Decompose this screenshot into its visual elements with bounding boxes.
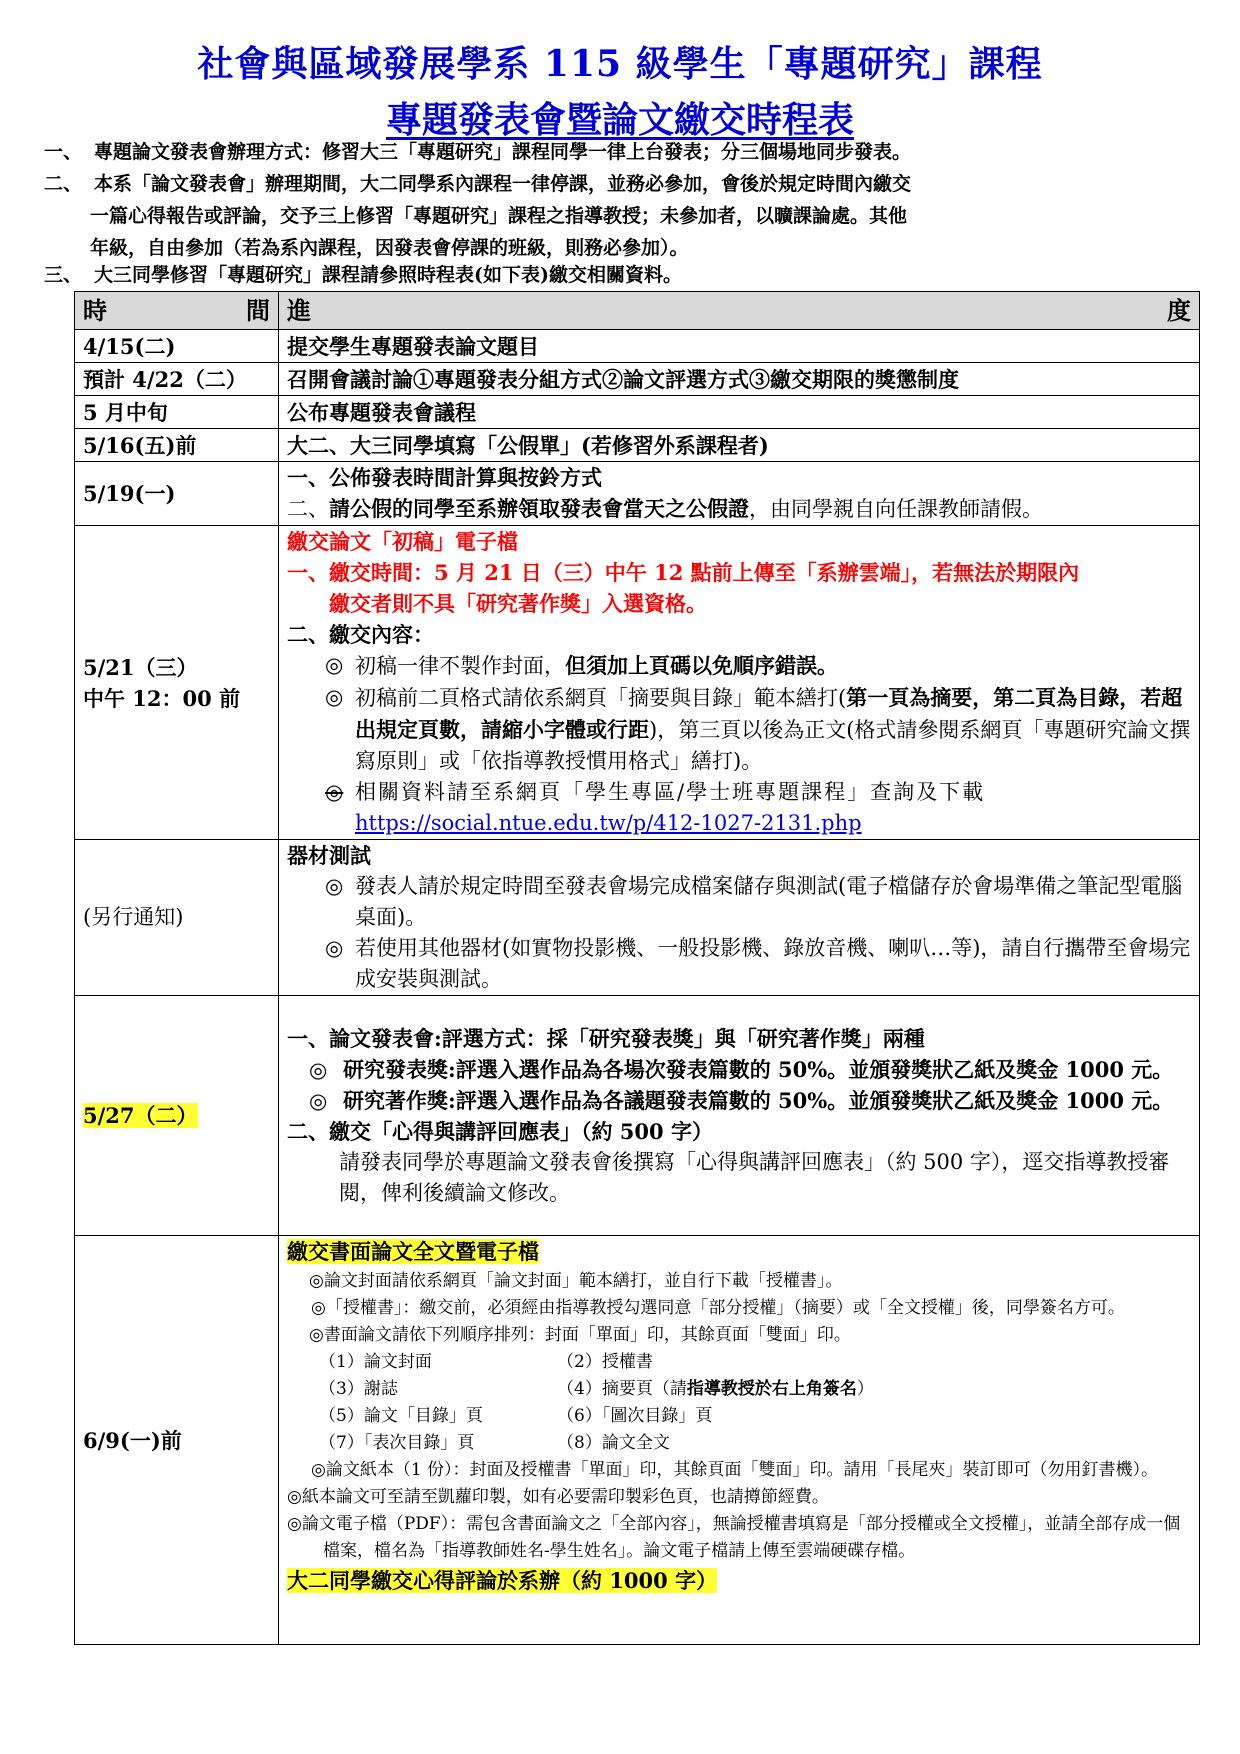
table-row <box>75 396 1200 429</box>
table-row-award <box>75 996 1200 1236</box>
order-item-4 <box>557 1376 1191 1403</box>
row-text: 大二、大三同學填寫「公假單」(若修習外系課程者) <box>279 429 1200 462</box>
draft-bullet-3-text: 相關資料請至系網頁「學生專區/學士班專題課程」查詢及下載 <box>355 780 986 804</box>
draft-point-2: 二、繳交內容： <box>287 622 434 647</box>
header-time-char-2: 間 <box>246 296 270 325</box>
draft-bullet-1 <box>287 650 1191 682</box>
table-header-row <box>75 292 1200 330</box>
equip-bullet-2 <box>287 933 1191 995</box>
final-footer: 大二同學繳交心得評論於系辦（約 1000 字） <box>287 1568 718 1593</box>
draft-content <box>279 526 1200 840</box>
draft-point-1-number: 一、 <box>287 560 329 585</box>
equip-bullet-1-text: 發表人請於規定時間至發表會場完成檔案儲存與測試(電子檔儲存於會場準備之筆記型電腦桌面)。 <box>355 874 1183 929</box>
intro-item-2 <box>44 168 1204 264</box>
order-item-8: （8）論文全文 <box>557 1433 670 1453</box>
intro-item-3 <box>44 259 1204 291</box>
row-5-line-2-number: 二、 <box>287 497 329 521</box>
row-date: 預計 4/22（二） <box>75 363 279 396</box>
header-progress-char-1: 進 <box>287 296 311 325</box>
equip-bullet-1 <box>287 871 1191 933</box>
intro-item-1 <box>44 136 1204 168</box>
header-progress-char-2: 度 <box>1167 296 1191 325</box>
award-date <box>75 996 279 1236</box>
intro-item-2-line-3: 年級，自由參加（若為系內課程，因發表會停課的班級，則務必參加）。 <box>90 237 689 259</box>
order-item-2: （2）授權書 <box>557 1352 653 1372</box>
draft-bullet-1-bold: 但須加上頁碼以免順序錯誤。 <box>565 653 838 678</box>
header-time-char-1: 時 <box>83 296 107 325</box>
order-item-4-end: ） <box>856 1379 874 1399</box>
order-item-1: （1）論文封面 <box>319 1352 432 1372</box>
bullet-icon: ◎ <box>325 780 344 804</box>
draft-bullet-2-bold: 第一頁為摘要，第二頁為目錄，若超出規定頁數，請縮小字體或行距 <box>355 685 1183 742</box>
row-5-line-2-bold: 請公假的同學至系辦領取發表會當天之公假證 <box>329 496 749 521</box>
draft-bullet-2 <box>287 682 1191 777</box>
schedule-table <box>74 291 1200 1645</box>
order-item-3: （3）謝誌 <box>319 1379 398 1399</box>
bullet-icon: ◎ <box>325 653 344 677</box>
page-title: 社會與區域發展學系 115 級學生「專題研究」課程 <box>197 43 1043 85</box>
award-line-2-body: 請發表同學於專題論文發表會後撰寫「心得與講評回應表」（約 500 字），逕交指導教授審閱，俾利後續論文修改。 <box>339 1149 1170 1205</box>
bullet-icon: ◎ <box>309 1056 328 1082</box>
final-item-2: ◎「授權書」：繳交前，必須經由指導教授勾選同意「部分授權」（摘要）或「全文授權」後，同學簽名方可。 <box>311 1298 1125 1318</box>
final-item-4: ◎論文紙本（1 份）：封面及授權書「單面」印，其餘頁面「雙面」印。請用「長尾夾」裝訂即可（勿用釘書機）。 <box>311 1460 1159 1480</box>
table-row <box>75 330 1200 363</box>
final-heading: 繳交書面論文全文暨電子檔 <box>287 1239 539 1264</box>
draft-date <box>75 526 279 840</box>
equip-heading: 器材測試 <box>287 843 371 868</box>
award-item-1 <box>287 1054 1191 1085</box>
draft-point-1 <box>287 557 1191 619</box>
row-date: 5/19(一) <box>75 462 279 526</box>
table-row-final <box>75 1236 1200 1645</box>
final-item-5: ◎紙本論文可至請至凱蘿印製，如有必要需印製彩色頁，也請撙節經費。 <box>287 1487 829 1507</box>
draft-bullet-2-text-a: 初稿前二頁格式請依系網頁「摘要與目錄」範本繕打( <box>355 686 847 710</box>
bullet-icon: ◎ <box>309 1087 328 1113</box>
award-item-1-text: 研究發表獎:評選入選作品為各場次發表篇數的 50%。並頒發獎狀乙紙及獎金 1000 元。 <box>343 1056 1174 1082</box>
bullet-icon: ◎ <box>325 936 344 960</box>
row-text: 提交學生專題發表論文題目 <box>279 330 1200 363</box>
row-5-line-1: 一、公佈發表時間計算與按鈴方式 <box>287 465 602 490</box>
final-item-3: ◎書面論文請依下列順序排列：封面「單面」印，其餘頁面「雙面」印。 <box>309 1325 851 1345</box>
order-item-7: （7）「表次目錄」頁 <box>319 1433 475 1453</box>
table-row <box>75 462 1200 526</box>
order-item-5: （5）論文「目錄」頁 <box>319 1406 483 1426</box>
draft-heading: 繳交論文「初稿」電子檔 <box>287 529 518 554</box>
row-date: 5/16(五)前 <box>75 429 279 462</box>
draft-bullet-1-text: 初稿一律不製作封面， <box>355 654 565 678</box>
intro-item-3-text: 大三同學修習「專題研究」課程請參照時程表(如下表)繳交相關資料。 <box>94 264 682 286</box>
row-text <box>279 462 1200 526</box>
draft-date-line-1: 5/21（三） <box>83 654 198 680</box>
table-row-draft <box>75 526 1200 840</box>
equip-date: (另行通知) <box>75 840 279 996</box>
table-row <box>75 429 1200 462</box>
row-date: 5 月中旬 <box>75 396 279 429</box>
row-5-line-2 <box>287 493 1191 525</box>
final-content <box>279 1236 1200 1645</box>
award-item-2-text: 研究著作獎:評選入選作品為各議題發表篇數的 50%。並頒發獎狀乙紙及獎金 1000 元。 <box>343 1087 1174 1113</box>
draft-point-1-line-2: 繳交者則不具「研究著作獎」入選資格。 <box>329 591 707 616</box>
intro-item-1-text: 專題論文發表會辦理方式：修習大三「專題研究」課程同學一律上台發表；分三個場地同步發表。 <box>94 141 912 163</box>
page-subtitle-text: 專題發表會暨論文繳交時程表 <box>385 99 854 141</box>
award-date-highlight: 5/27（二） <box>83 1103 198 1128</box>
header-progress <box>279 292 1200 330</box>
intro-item-1-number: 一、 <box>44 141 83 163</box>
order-item-4-text: （4）摘要頁（請 <box>557 1379 687 1399</box>
draft-bullet-2-text-c: )，第三頁以後為正文(格式請參閱系網頁「專題研究論文撰寫原則」或「依指導教授慣用格式」繕打)。 <box>355 718 1191 773</box>
order-item-4-bold: 指導教授於右上角簽名 <box>686 1379 857 1399</box>
intro-item-2-number: 二、 <box>44 173 83 195</box>
final-item-1: ◎論文封面請依系網頁「論文封面」範本繕打，並自行下載「授權書」。 <box>309 1271 843 1291</box>
table-row-equipment <box>75 840 1200 996</box>
intro-item-3-number: 三、 <box>44 264 83 286</box>
order-item-6: （6）「圖次目錄」頁 <box>557 1406 713 1426</box>
equip-content <box>279 840 1200 996</box>
award-content <box>279 996 1200 1236</box>
table-row <box>75 363 1200 396</box>
final-order-list <box>287 1349 1191 1457</box>
award-line-2: 二、繳交「心得與講評回應表」（約 500 字） <box>287 1118 713 1144</box>
row-text: 公布專題發表會議程 <box>279 396 1200 429</box>
final-item-6: ◎論文電子檔（PDF）：需包含書面論文之「全部內容」，無論授權書填寫是「部分授權或全文授權」，並請全部存成一個檔案，檔名為「指導教師姓名-學生姓名」。論文電子檔請上傳至雲端硬碟存檔。 <box>287 1514 1181 1561</box>
row-date: 4/15(二) <box>75 330 279 363</box>
row-5-line-2-rest: ，由同學親自向任課教師請假。 <box>749 497 1043 521</box>
equip-bullet-2-text: 若使用其他器材(如實物投影機、一般投影機、錄放音機、喇叭…等)，請自行攜帶至會場完成安裝與測試。 <box>355 936 1191 991</box>
intro-item-2-line-2: 一篇心得報告或評論，交予三上修習「專題研究」課程之指導教授；未參加者，以曠課論處。其他 <box>90 205 908 227</box>
row-text: 召開會議討論①專題發表分組方式②論文評選方式③繳交期限的獎懲制度 <box>279 363 1200 396</box>
download-link[interactable]: https://social.ntue.edu.tw/p/412-1027-2131.php <box>355 811 862 835</box>
bullet-icon: ◎ <box>325 685 344 709</box>
award-line-1: 一、論文發表會:評選方式：採「研究發表獎」與「研究著作獎」兩種 <box>287 1025 925 1051</box>
bullet-icon: ◎ <box>325 874 344 898</box>
draft-date-line-2: 中午 12：00 前 <box>83 685 241 711</box>
header-time <box>75 292 279 330</box>
final-date: 6/9(一)前 <box>75 1236 279 1645</box>
draft-bullet-3 <box>287 777 1191 839</box>
award-item-2 <box>287 1085 1191 1116</box>
draft-point-1-line-1: 繳交時間：5 月 21 日（三）中午 12 點前上傳至「系辦雲端」，若無法於期限內 <box>329 560 1080 585</box>
intro-item-2-line-1: 本系「論文發表會」辦理期間，大二同學系內課程一律停課，並務必參加，會後於規定時間內繳交 <box>94 173 912 195</box>
